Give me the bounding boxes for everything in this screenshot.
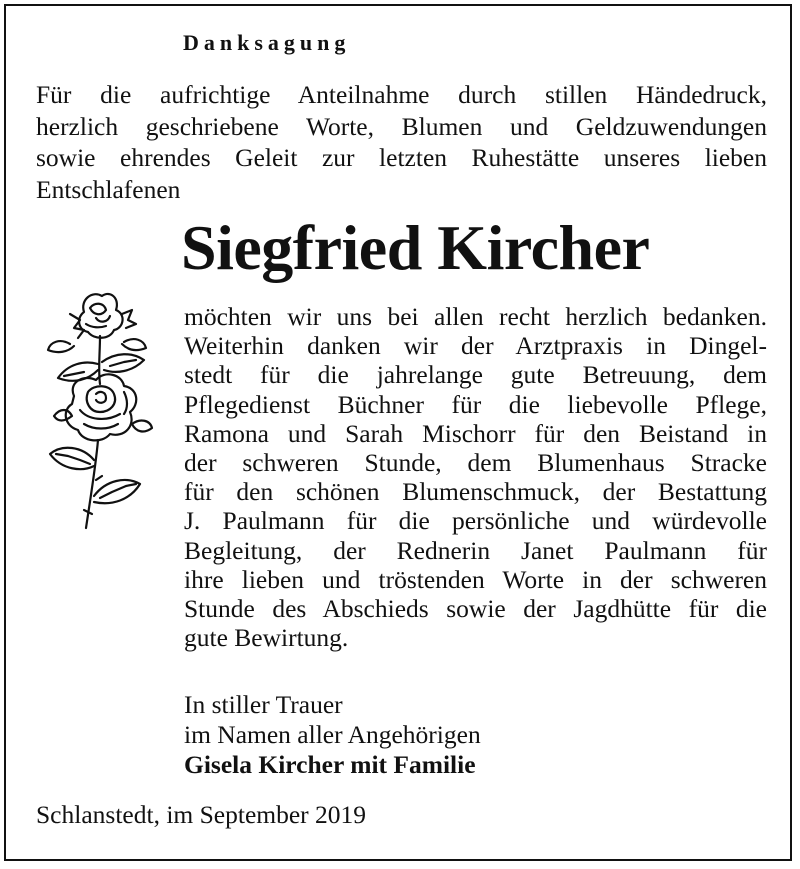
- closing-line: In stiller Trauer: [184, 690, 343, 719]
- body-line: möchten wir uns bei allen recht herzlich bedanken.: [184, 302, 767, 331]
- intro-line: Entschlafenen: [36, 174, 181, 204]
- body-line: Begleitung, der Rednerin Janet Paulmann für: [184, 535, 767, 565]
- intro-line: Für die aufrichtige Anteilnahme durch stillen Händedruck,: [36, 80, 767, 109]
- body-line: für den schönen Blumenschmuck, der Bestattung: [184, 477, 767, 507]
- body-line: Ramona und Sarah Mischorr für den Beistand in: [184, 418, 767, 448]
- deceased-name: Siegfried Kircher: [181, 212, 650, 283]
- closing-line: im Namen aller Angehörigen: [184, 720, 481, 749]
- body-line: Pflegedienst Büchner für die liebevolle Pflege,: [184, 389, 767, 419]
- intro-line: sowie ehrendes Geleit zur letzten Ruhestätte unseres lieben: [36, 143, 767, 172]
- body-line: Weiterhin danken wir der Arztpraxis in Dingel-: [184, 331, 767, 361]
- intro-line: herzlich geschriebene Worte, Blumen und Geldzuwendungen: [36, 111, 767, 141]
- body-line: J. Paulmann für die persönliche und würdevolle: [184, 506, 767, 536]
- closing-block: [184, 690, 481, 780]
- body-line: gute Bewirtung.: [184, 623, 349, 653]
- body-line: Stunde des Abschieds sowie der Jagdhütte für die: [184, 594, 767, 624]
- place-date: Schlanstedt, im September 2019: [36, 800, 367, 829]
- body-line: stedt für die jahrelange gute Betreuung, dem: [184, 360, 767, 390]
- rose-icon: [40, 284, 160, 539]
- notice-heading: Danksagung: [183, 30, 351, 55]
- signature: Gisela Kircher mit Familie: [184, 750, 476, 779]
- body-line: ihre lieben und tröstenden Worte in der schweren: [184, 564, 767, 594]
- intro-paragraph: [36, 79, 767, 205]
- thanks-paragraph: [184, 302, 767, 652]
- body-line: der schweren Stunde, dem Blumenhaus Stracke: [184, 448, 767, 478]
